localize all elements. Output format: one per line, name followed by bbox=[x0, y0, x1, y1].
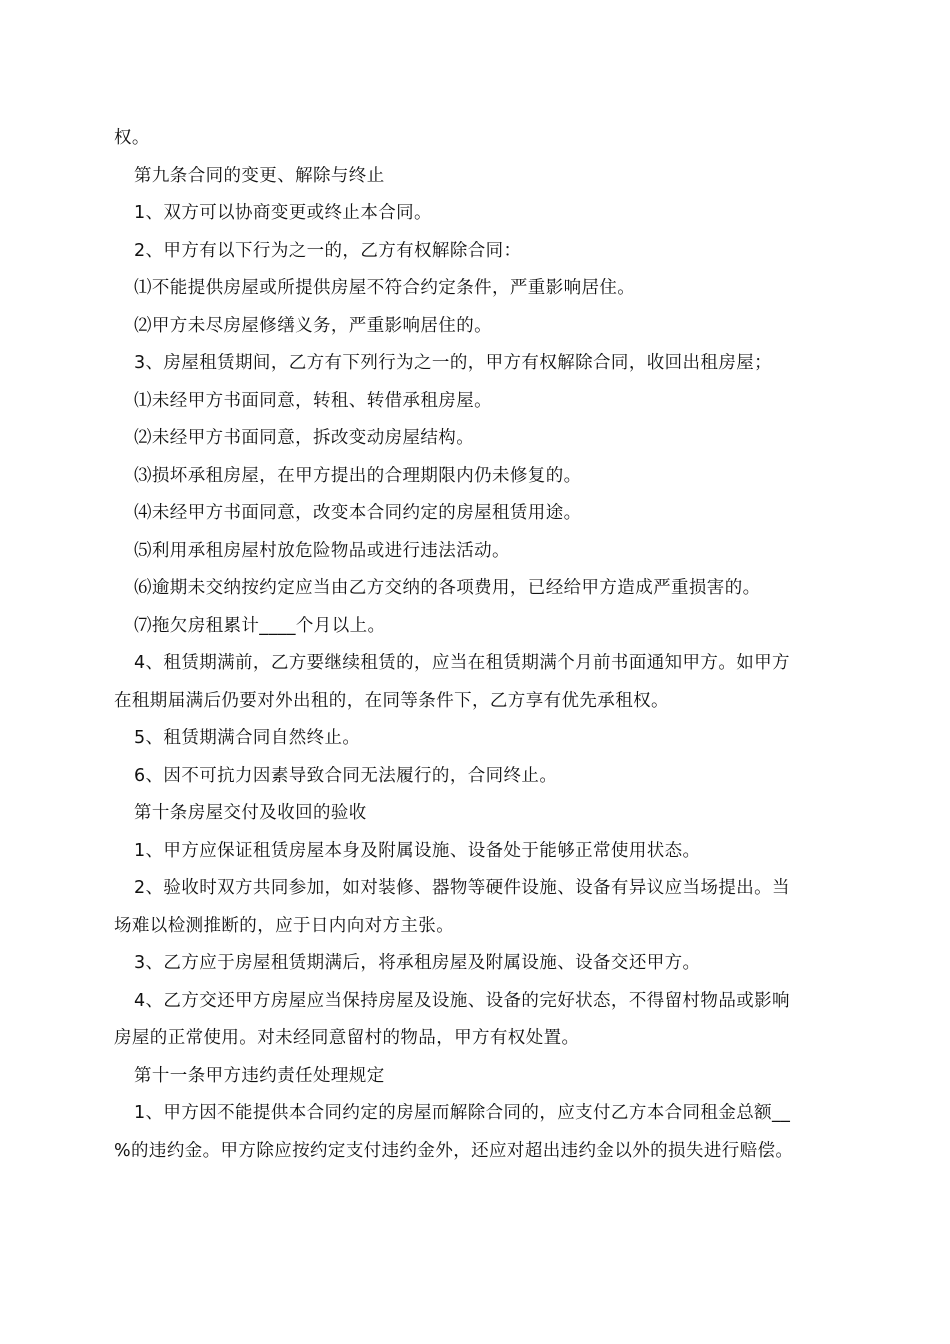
text-line: ⑸利用承租房屋村放危险物品或进行违法活动。 bbox=[134, 540, 510, 561]
article-heading: 第十条房屋交付及收回的验收 bbox=[134, 803, 367, 823]
text-line: 2、甲方有以下行为之一的，乙方有权解除合同： bbox=[134, 240, 522, 261]
text-line: ⑹逾期未交纳按约定应当由乙方交纳的各项费用，已经给甲方造成严重损害的。 bbox=[134, 578, 761, 598]
text-line: ⑴不能提供房屋或所提供房屋不符合约定条件，严重影响居住。 bbox=[134, 278, 636, 298]
text-line: 3、乙方应于房屋租赁期满后，将承租房屋及附属设施、设备交还甲方。 bbox=[134, 953, 701, 973]
text-line: 房屋的正常使用。对未经同意留村的物品，甲方有权处置。 bbox=[114, 1028, 580, 1048]
document-body bbox=[114, 120, 838, 1170]
text-line: ⑵未经甲方书面同意，拆改变动房屋结构。 bbox=[134, 428, 475, 448]
article-heading: 第九条合同的变更、解除与终止 bbox=[134, 165, 385, 186]
text-line: 1、双方可以协商变更或终止本合同。 bbox=[134, 203, 432, 223]
text-line: ⑴未经甲方书面同意，转租、转借承租房屋。 bbox=[134, 390, 492, 411]
text-line: 1、甲方因不能提供本合同约定的房屋而解除合同的，应支付乙方本合同租金总额__ bbox=[134, 1103, 791, 1123]
text-line: ⑺拖欠房租累计____个月以上。 bbox=[134, 615, 386, 636]
text-line: 3、房屋租赁期间，乙方有下列行为之一的，甲方有权解除合同，收回出租房屋； bbox=[134, 353, 773, 373]
article-heading: 第十一条甲方违约责任处理规定 bbox=[134, 1065, 385, 1086]
text-line: 6、因不可抗力因素导致合同无法履行的，合同终止。 bbox=[134, 765, 558, 786]
text-line: 2、验收时双方共同参加，如对装修、器物等硬件设施、设备有异议应当场提出。当 bbox=[134, 878, 790, 898]
text-line: 4、租赁期满前，乙方要继续租赁的，应当在租赁期满个月前书面通知甲方。如甲方 bbox=[134, 653, 790, 673]
text-line: ⑶损坏承租房屋，在甲方提出的合理期限内仍未修复的。 bbox=[134, 465, 582, 486]
text-line: 在租期届满后仍要对外出租的，在同等条件下，乙方享有优先承租权。 bbox=[114, 690, 669, 711]
text-line: ⑷未经甲方书面同意，改变本合同约定的房屋租赁用途。 bbox=[134, 503, 582, 523]
text-line: %的违约金。甲方除应按约定支付违约金外，还应对超出违约金以外的损失进行赔偿。 bbox=[114, 1140, 794, 1161]
text-line: 权。 bbox=[114, 128, 150, 148]
text-line: 1、甲方应保证租赁房屋本身及附属设施、设备处于能够正常使用状态。 bbox=[134, 840, 701, 861]
text-line: 4、乙方交还甲方房屋应当保持房屋及设施、设备的完好状态，不得留村物品或影响 bbox=[134, 990, 790, 1011]
text-line: 场难以检测推断的，应于日内向对方主张。 bbox=[114, 915, 455, 936]
text-line: ⑵甲方未尽房屋修缮义务，严重影响居住的。 bbox=[134, 315, 492, 336]
text-line: 5、租赁期满合同自然终止。 bbox=[134, 728, 361, 748]
